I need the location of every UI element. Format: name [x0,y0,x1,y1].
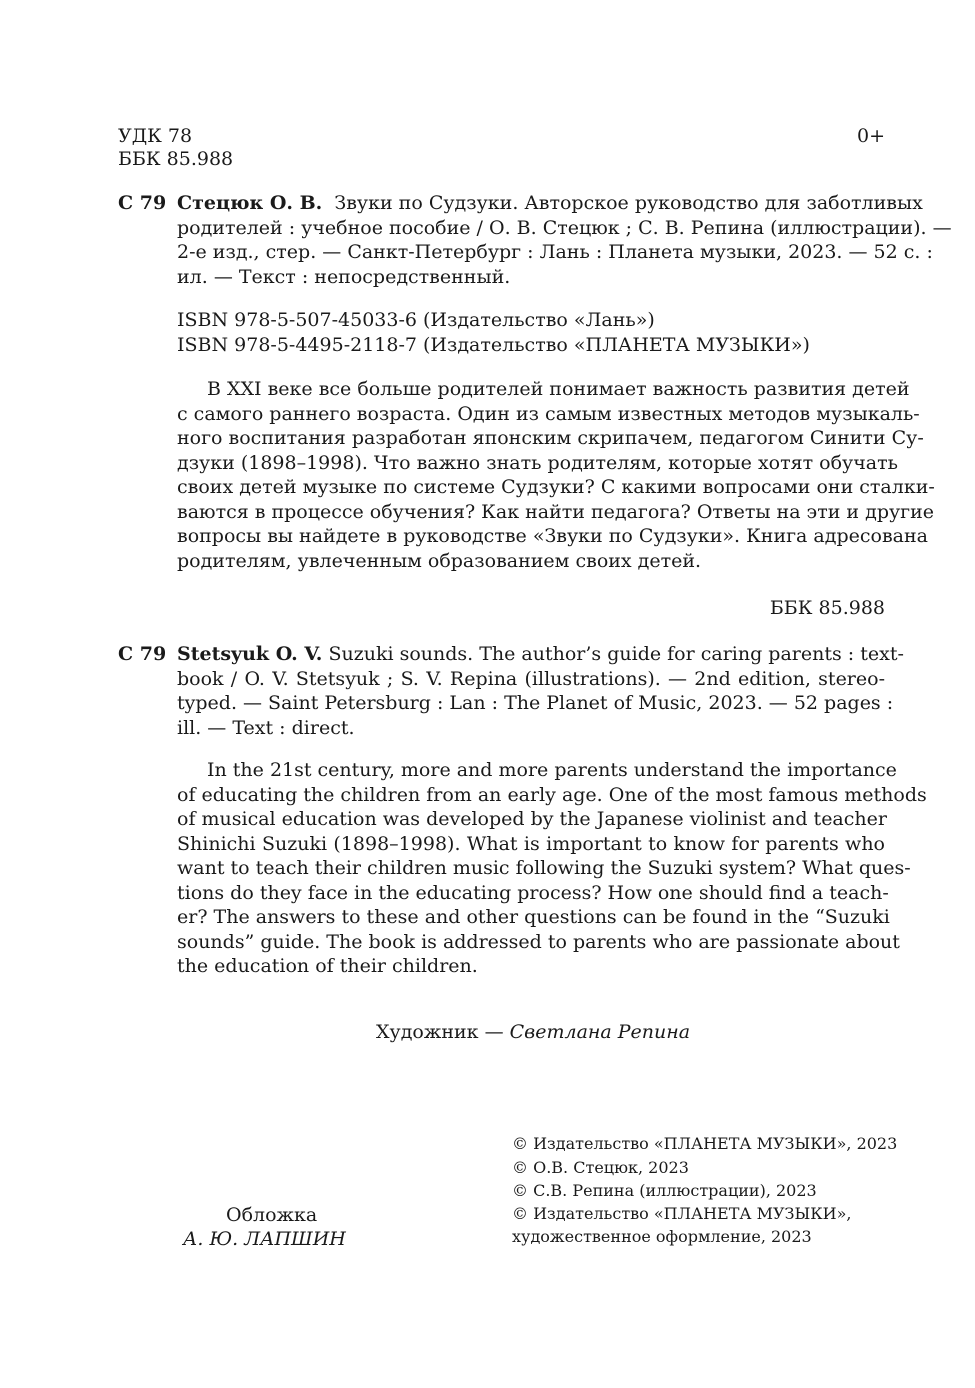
isbn-lan: ISBN 978-5-507-45033-6 (Издательство «Лань») [177,309,655,331]
artist-label: Художник — [376,1021,510,1043]
en-abstract-line: tions do they face in the educating process? How one should find a teach- [177,881,889,904]
copyright-line: © О.В. Стецюк, 2023 [512,1158,689,1177]
en-abstract-line: er? The answers to these and other questions can be found in the “Suzuki [177,906,890,928]
ru-record-line-3: 2-е изд., стер. — Санкт-Петербург : Лань : Планета музыки, 2023. — 52 с. : [177,241,933,263]
copyright-line: © С.В. Репина (иллюстрации), 2023 [512,1181,817,1200]
en-author: Stetsyuk O. V. [177,643,323,665]
ru-author-code: С 79 [118,192,167,214]
ru-abstract-line: родителям, увлеченным образованием своих детей. [177,549,702,572]
ru-abstract-line: вопросы вы найдете в руководстве «Звуки по Судзуки». Книга адресована [177,525,928,547]
en-abstract-line: the education of their children. [177,955,478,977]
en-abstract-line: In the 21st century, more and more parents understand the importance [207,759,897,781]
cover-label: Обложка [226,1204,318,1226]
bbk-code: ББК 85.988 [118,148,234,170]
en-record-line-1 [177,642,904,667]
en-abstract-line: of educating the children from an early age. One of the most famous methods [177,783,927,806]
en-abstract [177,758,927,979]
cover-artist-name: А. Ю. ЛАПШИН [183,1228,346,1250]
udk-code: УДК 78 [118,125,193,147]
ru-record-line-2: родителей : учебное пособие / О. В. Стецюк ; С. В. Репина (иллюстрации). — [177,216,952,239]
copyright-line: художественное оформление, 2023 [512,1227,812,1246]
en-record-line-2: book / O. V. Stetsyuk ; S. V. Repina (illustrations). — 2nd edition, stereo- [177,667,885,690]
age-rating: 0+ [856,125,885,147]
ru-abstract [177,377,935,573]
ru-bibliographic-record [177,191,952,289]
ru-abstract-line: В XXI веке все больше родителей понимает важность развития детей [207,378,910,400]
en-author-code: С 79 [118,643,167,665]
ru-abstract-line: ваются в процессе обучения? Как найти педагога? Ответы на эти и другие [177,500,935,523]
isbn-planeta: ISBN 978-5-4495-2118-7 (Издательство «ПЛАНЕТА МУЗЫКИ») [177,334,810,356]
en-record-title: Suzuki sounds. The author’s guide for caring parents : text- [328,643,904,665]
ru-record-line-4: ил. — Текст : непосредственный. [177,265,511,288]
copyright-line: © Издательство «ПЛАНЕТА МУЗЫКИ», 2023 [512,1134,898,1153]
ru-author: Стецюк О. В. [177,192,323,214]
en-abstract-line: of musical education was developed by the Japanese violinist and teacher [177,808,887,830]
artist-credit [376,1021,690,1044]
ru-record-line-1 [177,191,923,216]
ru-abstract-line: ного воспитания разработан японским скрипачем, педагогом Синити Су- [177,427,924,449]
copyright-line: © Издательство «ПЛАНЕТА МУЗЫКИ», [512,1204,852,1223]
en-abstract-line: Shinichi Suzuki (1898–1998). What is important to know for parents who [177,832,885,855]
en-abstract-line: sounds” guide. The book is addressed to parents who are passionate about [177,930,900,953]
ru-record-title: Звуки по Судзуки. Авторское руководство для заботливых [334,192,923,214]
en-record-line-4: ill. — Text : direct. [177,716,355,739]
en-bibliographic-record [177,642,904,740]
en-record-line-3: typed. — Saint Petersburg : Lan : The Planet of Music, 2023. — 52 pages : [177,692,894,714]
artist-name: Светлана Репина [509,1021,691,1043]
en-abstract-line: want to teach their children music following the Suzuki system? What ques- [177,857,911,879]
bbk-footer: ББК 85.988 [769,597,885,619]
ru-abstract-line: дзуки (1898–1998). Что важно знать родителям, которые хотят обучать [177,451,898,474]
ru-abstract-line: своих детей музыке по системе Судзуки? С какими вопросами они сталки- [177,476,935,498]
ru-abstract-line: с самого раннего возраста. Один из самым известных методов музыкаль- [177,402,920,425]
